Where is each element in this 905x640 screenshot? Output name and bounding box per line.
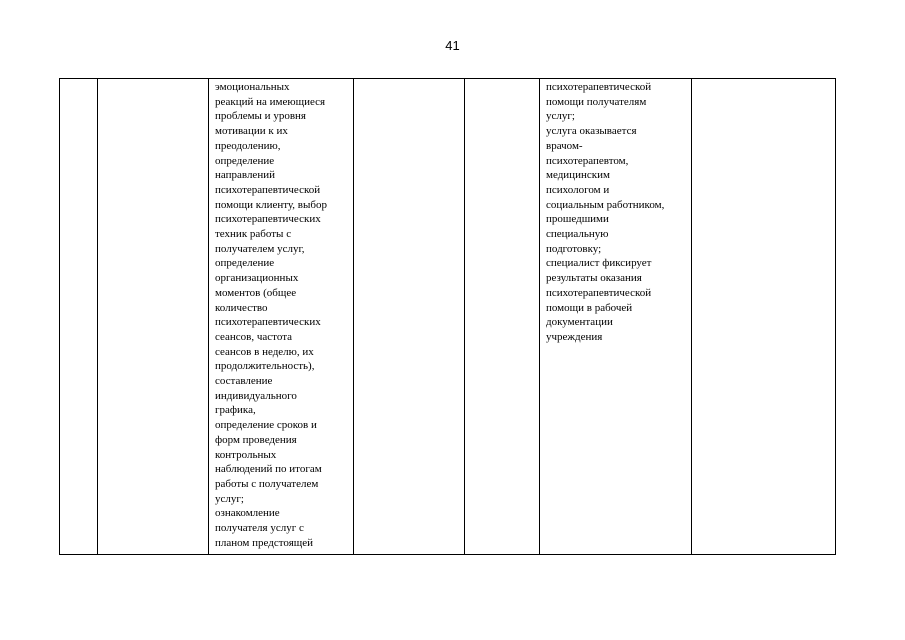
cell-text (692, 79, 835, 80)
page-number: 41 (445, 38, 460, 53)
cell-text (465, 79, 539, 80)
service-conditions-text: психотерапевтической помощи получателям услуг; услуга оказывается врачом- психотерапевтом, медицинским психологом и социальным работником, прошедшими специальную подготовку; специалист фиксирует результаты оказания психотерапевтической помощи в рабочей документации учреждения (546, 81, 665, 343)
table-cell-quality (692, 79, 836, 555)
table-cell-service-description (209, 79, 354, 555)
cell-text (98, 79, 208, 80)
table-cell-number (60, 79, 98, 555)
table-cell-cost (465, 79, 540, 555)
table-row (60, 79, 836, 555)
table-cell-conditions (540, 79, 692, 555)
table-cell-service-name (98, 79, 209, 555)
cell-text (354, 79, 464, 80)
table-cell-duration (354, 79, 465, 555)
cell-text (60, 79, 97, 80)
service-description-text: эмоциональных реакций на имеющиеся проблемы и уровня мотивации к их преодолению, определение направлений психотерапевтической помощи клиенту, выбор психотерапевтических техник работы с получателем услуг, определение организационных моментов (общее количество психотерапевтических сеансов, частота сеансов в неделю, их продолжительность), составление индивидуального графика, определение сроков и форм проведения контрольных наблюдений по итогам работы с получателем услуг; ознакомление получателя услуг с планом предстоящей (215, 81, 327, 549)
content-table (59, 78, 836, 555)
